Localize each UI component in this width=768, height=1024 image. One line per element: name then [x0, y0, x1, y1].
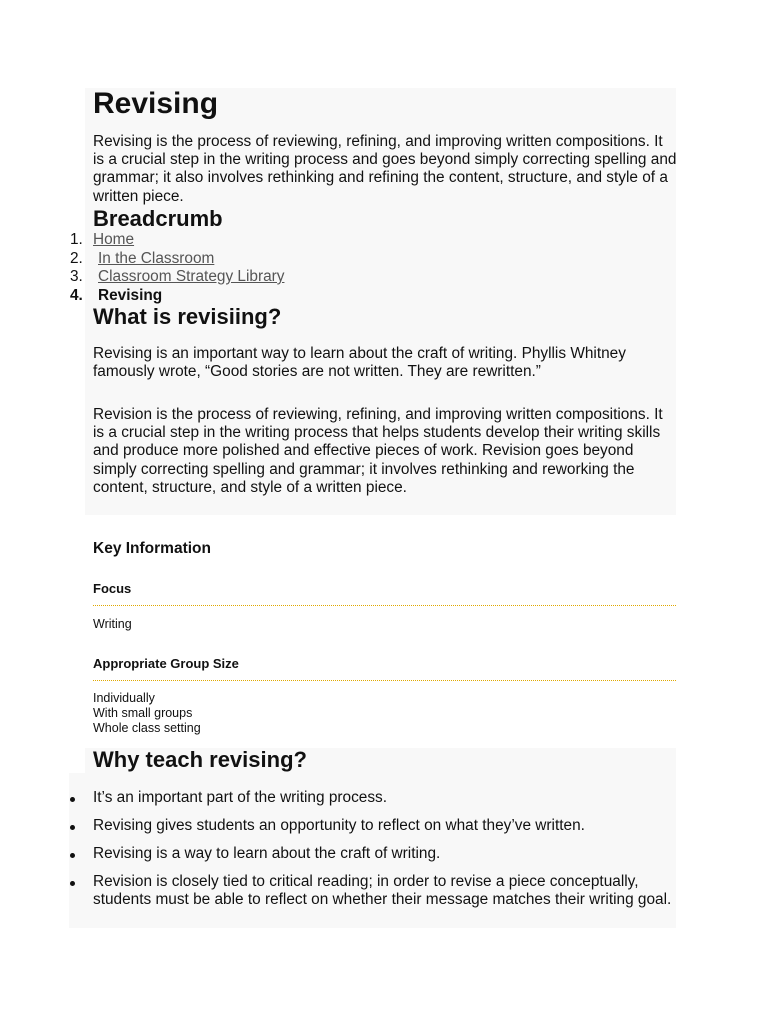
- what-paragraph-2: Revision is the process of reviewing, refining, and improving written compositions. It is a crucial step in the writing process that helps students develop their writing skills and produce more polished and effective pieces of work. Revision goes beyond simply correcting spelling and grammar; it involves rethinking and reworking the content, structure, and style of a written piece.: [93, 406, 663, 496]
- breadcrumb-current-page: Revising: [98, 286, 163, 304]
- page-title: Revising: [93, 87, 219, 120]
- breadcrumb-item-home: [0, 231, 400, 250]
- group-size-value: Whole class setting: [93, 721, 201, 735]
- bullet-icon: [70, 881, 75, 886]
- breadcrumb-link-home[interactable]: Home: [93, 231, 135, 248]
- breadcrumb-number: 3.: [70, 268, 83, 285]
- breadcrumb-link-in-the-classroom[interactable]: In the Classroom: [98, 249, 215, 267]
- bullet-icon: [70, 853, 75, 858]
- group-size-divider: [93, 680, 676, 681]
- what-paragraph-1: Revising is an important way to learn about the craft of writing. Phyllis Whitney famously wrote, “Good stories are not written. They are rewritten.”: [93, 345, 626, 381]
- bullet-icon: [70, 825, 75, 830]
- breadcrumb-number: 1.: [70, 231, 83, 248]
- breadcrumb-item-classroom: [0, 250, 400, 269]
- list-item-text: Revising gives students an opportunity to reflect on what they’ve written.: [93, 817, 585, 834]
- key-info-heading: Key Information: [93, 540, 211, 557]
- what-heading: What is revisiing?: [93, 304, 282, 329]
- group-size-value: Individually: [93, 691, 155, 705]
- breadcrumb-item-library: [0, 268, 400, 287]
- breadcrumb-link-strategy-library[interactable]: Classroom Strategy Library: [98, 268, 285, 285]
- breadcrumb-number: 4.: [70, 286, 83, 304]
- focus-divider: [93, 605, 676, 606]
- focus-value: Writing: [93, 617, 132, 631]
- list-item-text: Revising is a way to learn about the craft of writing.: [93, 845, 441, 862]
- intro-paragraph: Revising is the process of reviewing, refining, and improving written compositions. It is a crucial step in the writing process and goes beyond simply correcting spelling and grammar; it also involves rethinking and refining the content, structure, and style of a written piece.: [93, 133, 677, 205]
- why-heading: Why teach revising?: [93, 747, 307, 772]
- bullet-icon: [70, 797, 75, 802]
- list-item-text: It’s an important part of the writing process.: [93, 789, 387, 806]
- group-size-label: Appropriate Group Size: [93, 656, 239, 671]
- breadcrumb-heading: Breadcrumb: [93, 206, 223, 231]
- breadcrumb-number: 2.: [70, 249, 83, 267]
- list-item-text: Revision is closely tied to critical reading; in order to revise a piece conceptually, students must be able to reflect on whether their message matches their writing goal.: [93, 873, 672, 909]
- breadcrumb: [0, 231, 400, 305]
- focus-label: Focus: [93, 581, 132, 596]
- group-size-value: With small groups: [93, 706, 193, 720]
